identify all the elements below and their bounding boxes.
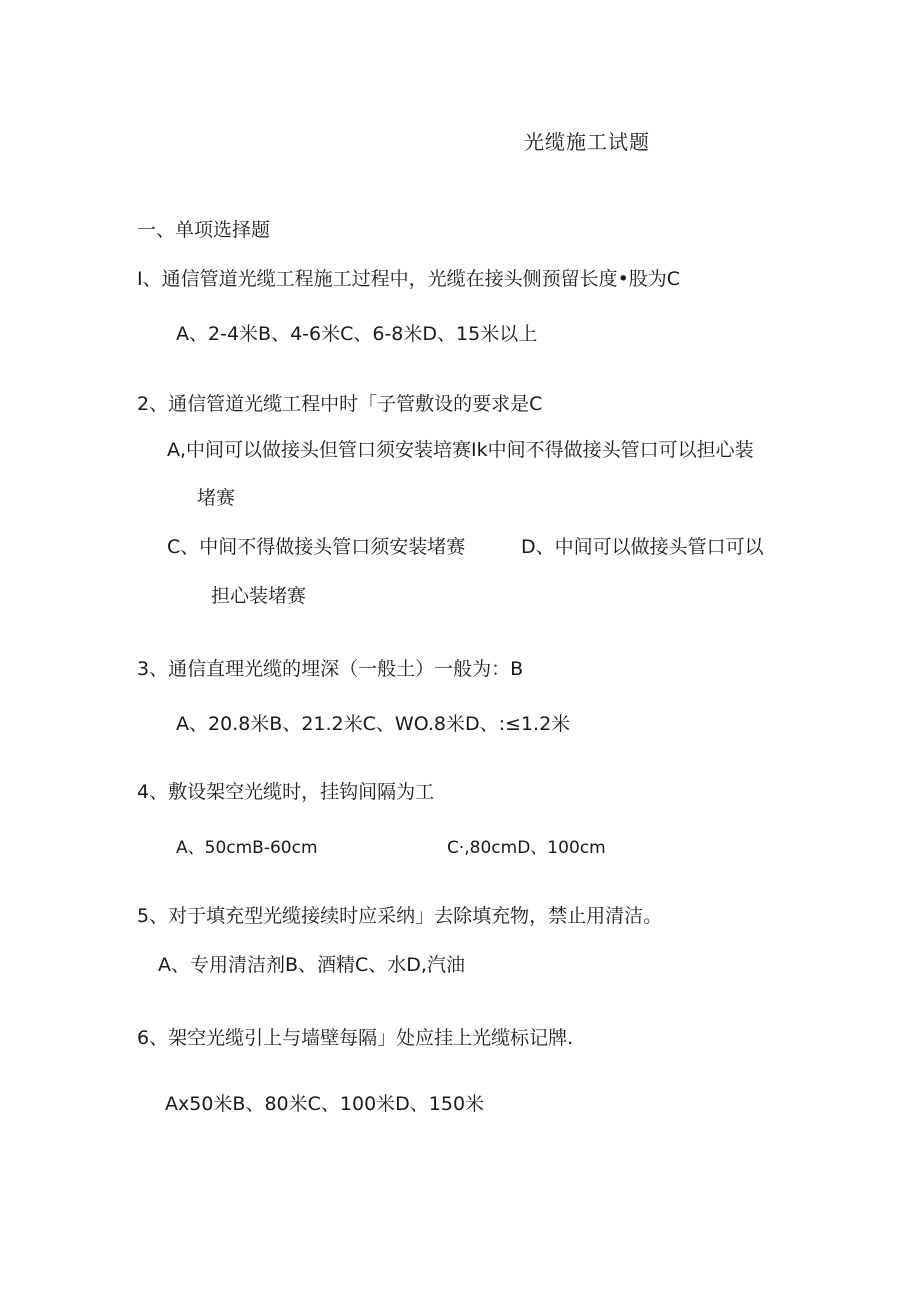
question-1-stem: I、通信管道光缆工程施工过程中，光缆在接头侧预留长度•股为C: [137, 268, 681, 290]
question-2-option-a-line2: 堵赛: [197, 487, 236, 509]
question-4-options-cd: C·,80cmD、100cm: [447, 838, 606, 858]
question-6-stem: 6、架空光缆引上与墙壁每隔」处应挂上光缆标记牌.: [137, 1027, 574, 1049]
question-2-option-d-line2: 担心装堵赛: [211, 585, 307, 607]
question-3-stem: 3、通信直理光缆的埋深（一般土）一般为：B: [137, 658, 524, 680]
question-6-options: Ax50米B、80米C、100米D、150米: [165, 1093, 485, 1115]
document-title: 光缆施工试题: [524, 130, 650, 154]
question-3-options: A、20.8米B、21.2米C、WO.8米D、:≤1.2米: [176, 713, 571, 735]
question-2-option-a-line1: A,中间可以做接头但管口须安装培赛Ik中间不得做接头管口可以担心装: [167, 439, 754, 461]
question-2-option-d-line1: D、中间可以做接头管口可以: [521, 536, 764, 558]
question-5-stem: 5、对于填充型光缆接续时应采纳」去除填充物，禁止用清洁。: [137, 905, 663, 927]
question-5-options: A、专用清洁剂B、酒精C、水D,汽油: [158, 954, 465, 976]
question-1-options: A、2-4米B、4-6米C、6-8米D、15米以上: [176, 323, 538, 345]
question-4-stem: 4、敷设架空光缆时，挂钩间隔为工: [137, 781, 435, 803]
question-2-option-c: C、中间不得做接头管口须安装堵赛: [167, 536, 466, 558]
section-heading: 一、单项选择题: [137, 219, 271, 241]
question-2-stem: 2、通信管道光缆工程中时「子管敷设的要求是C: [137, 393, 543, 415]
question-4-options-ab: A、50cmB-60cm: [176, 838, 318, 858]
